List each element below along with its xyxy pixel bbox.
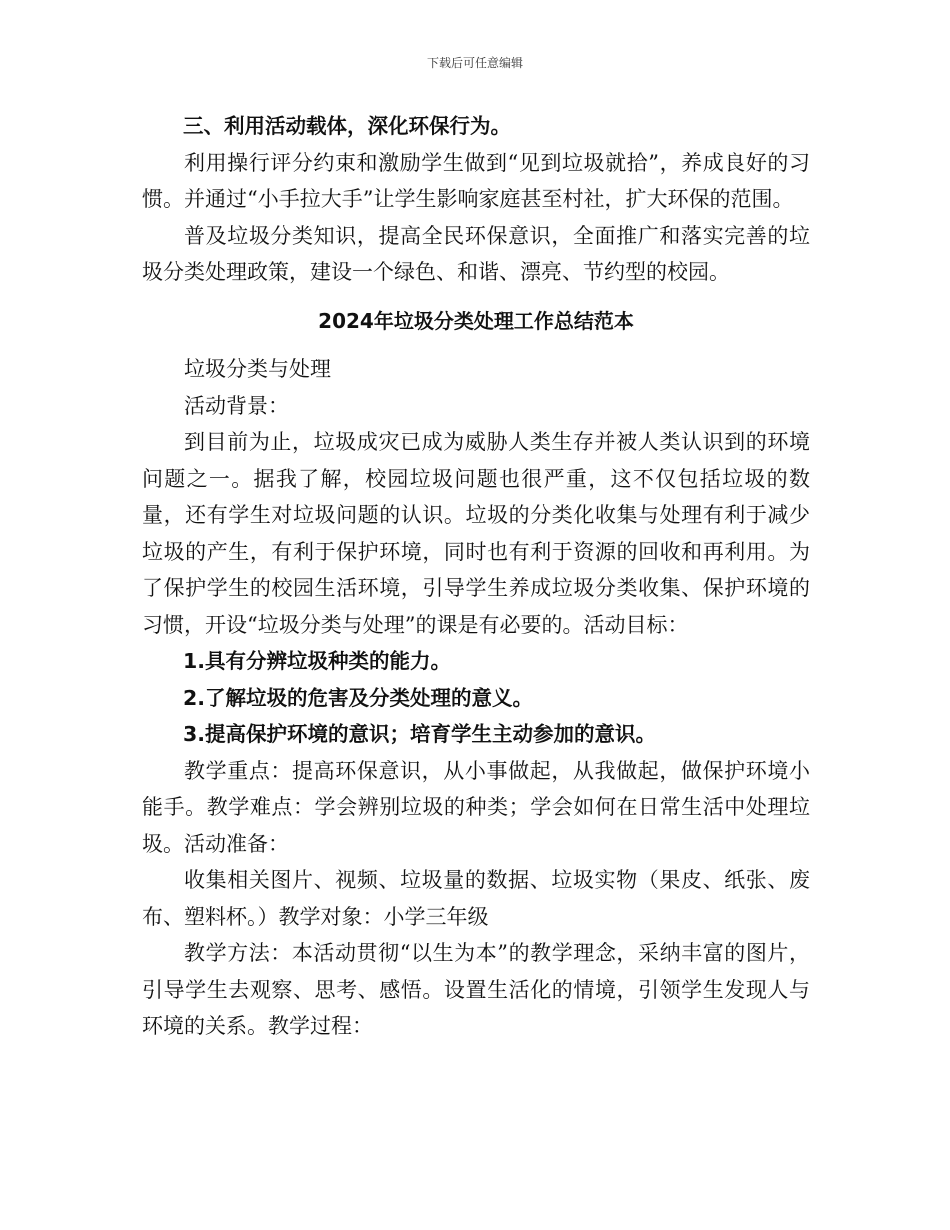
materials-paragraph: 收集相关图片、视频、垃圾量的数据、垃圾实物（果皮、纸张、废布、塑料杯。）教学对象：小学三年级 <box>142 868 810 929</box>
teaching-focus-paragraph: 教学重点：提高环保意识，从小事做起，从我做起，做保护环境小能手。教学难点：学会辨别垃圾的种类；学会如何在日常生活中处理垃圾。活动准备： <box>142 758 810 856</box>
paragraph-popularize: 普及垃圾分类知识，提高全民环保意识，全面推广和落实完善的垃圾分类处理政策，建设一个绿色、和谐、漂亮、节约型的校园。 <box>142 223 810 284</box>
goal-item: 2.了解垃圾的危害及分类处理的意义。 <box>183 685 534 710</box>
section-heading: 三、利用活动载体，深化环保行为。 <box>183 114 511 138</box>
goal-item: 3.提高保护环境的意识；培育学生主动参加的意识。 <box>183 722 657 746</box>
goal-item: 1.具有分辨垃圾种类的能力。 <box>183 649 452 673</box>
background-label: 活动背景： <box>184 393 289 418</box>
document-body <box>142 108 810 1045</box>
download-note: 下载后可任意编辑 <box>426 56 523 70</box>
paragraph-habits: 利用操行评分约束和激励学生做到“见到垃圾就拾”，养成良好的习惯。并通过“小手拉大手”让学生影响家庭甚至村社，扩大环保的范围。 <box>142 150 810 211</box>
background-paragraph: 到目前为止，垃圾成灾已成为威胁人类生存并被人类认识到的环境问题之一。据我了解，校园垃圾问题也很严重，这不仅包括垃圾的数量，还有学生对垃圾问题的认识。垃圾的分类化收集与处理有利于减少垃圾的产生，有利于保护环境，同时也有利于资源的回收和再利用。为了保护学生的校园生活环境，引导学生养成垃圾分类收集、保护环境的习惯，开设“垃圾分类与处理”的课是有必要的。活动目标： <box>142 430 810 637</box>
document-title: 2024年垃圾分类处理工作总结范本 <box>318 308 634 333</box>
teaching-method-paragraph: 教学方法：本活动贯彻“以生为本”的教学理念，采纳丰富的图片，引导学生去观察、思考、感悟。设置生活化的情境，引领学生发现人与环境的关系。教学过程： <box>142 941 810 1038</box>
activity-subtitle: 垃圾分类与处理 <box>184 357 331 381</box>
